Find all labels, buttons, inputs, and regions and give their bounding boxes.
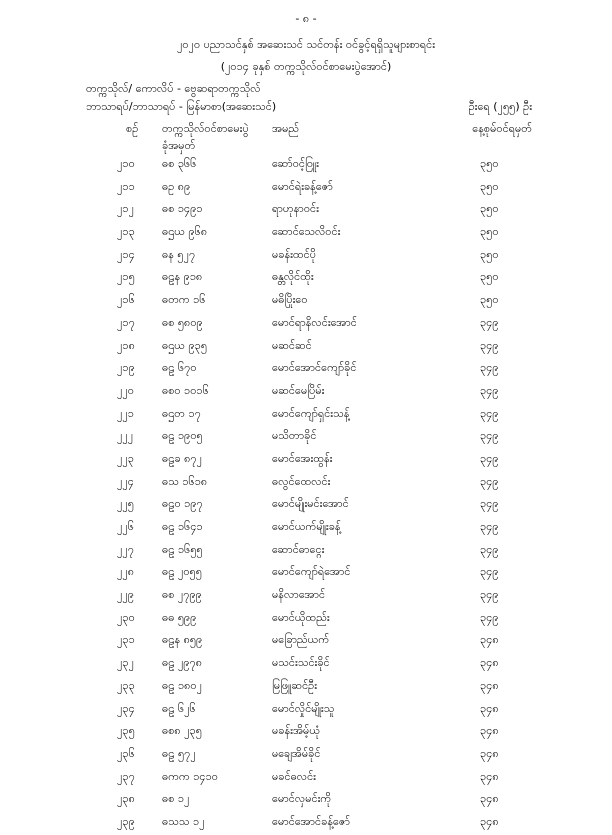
row-serial: ၂၁၆ xyxy=(117,293,135,307)
table-row xyxy=(0,585,612,608)
table-row xyxy=(0,381,612,404)
row-marks: ၃၄၉ xyxy=(480,610,499,624)
row-roll-number: ဓဠ ၆၇၀ xyxy=(162,361,197,375)
row-roll-number: ဓဠ ၁၉၀၅ xyxy=(162,429,203,443)
document-subtitle: (၂၀၁၄ ခုနှစ် တက္ကသိုလ်ဝင်စာမေးပွဲအောင်) xyxy=(220,60,392,73)
row-name: မဆင်မေပြိမ်း xyxy=(272,383,325,397)
row-marks: ၃၄၉ xyxy=(480,451,499,465)
row-name: မောင်ရဲးခန့်ဇော် xyxy=(272,179,333,193)
row-roll-number: ဓဌတ ၁၇ xyxy=(162,406,201,420)
row-marks: ၃၄၈ xyxy=(480,746,499,760)
table-row xyxy=(0,267,612,290)
row-name: မြဖြူဆင်ဦး xyxy=(272,678,318,692)
row-serial: ၂၃၄ xyxy=(117,701,135,715)
row-serial: ၂၂၄ xyxy=(117,474,134,488)
row-name: မခန်းအိမ့်ယုံ xyxy=(272,724,321,738)
row-roll-number: ဓဠ ၁၈၀၂ xyxy=(162,678,203,692)
table-row xyxy=(0,426,612,449)
row-serial: ၂၂၅ xyxy=(117,497,134,511)
row-name: မခြောည်ယက် xyxy=(272,633,330,647)
row-name: ဓလွင်ထေလင်း xyxy=(272,474,331,488)
row-marks: ၃၄၉ xyxy=(480,497,499,511)
row-name: မောင်ယက်မျိုးခန့် xyxy=(272,520,341,533)
header-marks: နေ့စုမ်ဝင်ရမှတ် xyxy=(472,122,532,135)
table-row xyxy=(0,721,612,744)
count-label: ဦးရေ (၂၅၅) ဦး xyxy=(468,100,532,113)
row-serial: ၂၁၀ xyxy=(117,157,135,170)
row-serial: ၂၃၆ xyxy=(117,746,135,760)
row-roll-number: ဓန ၅၂၇ xyxy=(162,247,196,261)
row-marks: ၃၄၉ xyxy=(480,361,499,375)
row-serial: ၂၃၃ xyxy=(117,678,135,692)
row-name: ဆော်ဝင့်ဝြူး xyxy=(272,157,319,170)
row-roll-number: ဓဠ ၁၆၄၁ xyxy=(162,520,203,533)
results-table xyxy=(0,154,612,835)
row-name: မောင်လှမင်းကို xyxy=(272,792,332,806)
row-marks: ၃၄၉ xyxy=(480,406,499,420)
row-marks: ၃၄၉ xyxy=(480,588,499,602)
row-serial: ၂၃၇ xyxy=(117,769,135,783)
row-marks: ၃၄၉ xyxy=(480,520,499,533)
row-marks: ၃၄၈ xyxy=(480,656,499,670)
table-row xyxy=(0,404,612,427)
row-name: မချေအိမ်ခိုင် xyxy=(272,746,321,760)
row-marks: ၃၅၀ xyxy=(480,179,499,193)
row-marks: ၃၄၉ xyxy=(480,542,499,556)
header-roll-line1: တက္ကသိုလ်ဝင်စာမေးပွဲ xyxy=(162,122,249,135)
row-marks: ၃၅၀ xyxy=(480,247,499,261)
row-serial: ၂၂၈ xyxy=(117,565,135,579)
page-number: - ၈ - xyxy=(295,12,317,25)
header-roll-line2: ခုံအမှတ် xyxy=(162,139,196,152)
row-marks: ၃၅၀ xyxy=(480,225,499,239)
row-serial: ၂၁၂ xyxy=(117,202,134,216)
table-row xyxy=(0,767,612,790)
row-roll-number: ဓဠ ၂၀၅၅ xyxy=(162,565,202,579)
table-row xyxy=(0,313,612,336)
row-roll-number: ဓစ ၁၄၉၁ xyxy=(162,202,203,216)
row-roll-number: ဓဠ ၆၂၆ xyxy=(162,701,196,715)
table-row xyxy=(0,608,612,631)
row-roll-number: ဓစ၀ ၁၀၁၆ xyxy=(162,383,209,397)
subject-line: ဘာသာရပ်/ဘာသာရပ် - မြန်မာစာ(အဆေးသင်) xyxy=(86,100,277,113)
table-row xyxy=(0,744,612,767)
row-roll-number: ဓဠန ၈၅၉ xyxy=(162,633,203,647)
row-name: မောင်ကျော်ရဲအောင် xyxy=(272,565,351,579)
table-row xyxy=(0,630,612,653)
row-serial: ၂၁၉ xyxy=(117,361,135,375)
row-marks: ၃၄၈ xyxy=(480,633,499,647)
row-marks: ၃၄၈ xyxy=(480,724,499,738)
row-serial: ၂၃၁ xyxy=(117,633,135,647)
row-roll-number: ဓဠခ ၈၇၂ xyxy=(162,451,203,465)
row-name: မခန်းထင်ပို xyxy=(272,247,316,261)
table-row xyxy=(0,358,612,381)
row-roll-number: ဓသသ ၁၂ xyxy=(162,814,205,828)
row-roll-number: ဓစ ၂၇၉၉ xyxy=(162,588,202,602)
row-name: မခင်ဓလင်း xyxy=(272,769,316,783)
row-name: မောင်မျိုးမင်းအောင် xyxy=(272,497,349,511)
row-marks: ၃၄၉ xyxy=(480,315,499,329)
row-marks: ၃၄၉ xyxy=(480,565,499,579)
row-serial: ၂၁၇ xyxy=(117,315,135,329)
row-roll-number: ဓဠ ၁၆၅၅ xyxy=(162,542,203,556)
table-row xyxy=(0,699,612,722)
table-row xyxy=(0,154,612,177)
row-roll-number: ဓကက ၁၄၁၀ xyxy=(162,769,218,783)
table-row xyxy=(0,199,612,222)
row-marks: ၃၄၉ xyxy=(480,474,499,488)
row-roll-number: ဓစ၈ ၂၃၅ xyxy=(162,724,202,738)
header-serial: စဉ် xyxy=(126,122,139,135)
table-row xyxy=(0,336,612,359)
table-row xyxy=(0,494,612,517)
row-roll-number: ဓဌယ ၉၆၈ xyxy=(162,225,208,239)
row-name: မနိလာအောင် xyxy=(272,588,326,602)
row-name: မသိတာခိုင် xyxy=(272,429,317,443)
table-row xyxy=(0,222,612,245)
row-roll-number: ဓတက ၁၆ xyxy=(162,293,206,307)
row-name: ဓန္တလိုင်ထိုး xyxy=(272,270,314,284)
row-name: မောင်အောင်ကျော်ခိုင် xyxy=(272,361,357,375)
row-serial: ၂၁၈ xyxy=(117,338,135,352)
row-roll-number: ဓစ ၃၆၆ xyxy=(162,157,197,170)
row-serial: ၂၂၆ xyxy=(117,520,134,533)
table-row xyxy=(0,562,612,585)
row-marks: ၃၅၀ xyxy=(480,157,499,170)
row-roll-number: ဓဥ ၈၉ xyxy=(162,179,191,193)
row-serial: ၂၁၄ xyxy=(117,247,135,261)
row-serial: ၂၂၁ xyxy=(117,406,134,420)
row-marks: ၃၄၈ xyxy=(480,769,499,783)
row-serial: ၂၃၂ xyxy=(117,656,134,670)
row-name: ဆောင်ဓာင္ဂေး xyxy=(272,542,325,556)
table-row xyxy=(0,540,612,563)
row-serial: ၂၃၉ xyxy=(117,814,135,828)
row-marks: ၃၅၀ xyxy=(480,293,499,307)
row-serial: ၂၁၅ xyxy=(117,270,135,284)
table-row xyxy=(0,177,612,200)
row-name: ရာဟုနာဝင်း xyxy=(272,202,319,216)
table-row xyxy=(0,449,612,472)
row-marks: ၃၄၈ xyxy=(480,701,499,715)
row-name: မသင်းသင်းခိုင် xyxy=(272,656,330,670)
row-roll-number: ဓဠ ၅၇၂ xyxy=(162,746,196,760)
table-row xyxy=(0,517,612,540)
table-row xyxy=(0,812,612,835)
row-name: မောင်ယိုထည်း xyxy=(272,610,330,624)
header-roll xyxy=(162,120,249,154)
row-marks: ၃၄၈ xyxy=(480,814,499,828)
document-title: ၂၀၂၀ ပညာသင်နှစ် အဆေးသင် သင်တန်း ဝင်ခွင့်ရရှိသူများစာရင်း xyxy=(176,38,436,51)
row-roll-number: ဓဠ၀ ၁၉၇ xyxy=(162,497,203,511)
table-row xyxy=(0,245,612,268)
header-name: အမည် xyxy=(272,122,300,135)
row-serial: ၂၂၂ xyxy=(117,429,134,443)
row-name: မောင်ရာနိလင်းအောင် xyxy=(272,315,357,329)
row-serial: ၂၃၀ xyxy=(117,610,135,624)
row-serial: ၂၃၈ xyxy=(117,792,135,806)
row-roll-number: ဓဠ ၂၉၇၈ xyxy=(162,656,203,670)
row-roll-number: ဓသ ၁၆၁၈ xyxy=(162,474,208,488)
row-serial: ၂၂၉ xyxy=(117,588,134,602)
row-marks: ၃၄၉ xyxy=(480,383,499,397)
row-serial: ၂၂၀ xyxy=(117,383,134,397)
row-roll-number: ဓဌယ ၉၃၅ xyxy=(162,338,208,352)
table-row xyxy=(0,290,612,313)
table-row xyxy=(0,789,612,812)
row-serial: ၂၁၃ xyxy=(117,225,135,239)
row-roll-number: ဓစ ၁၂ xyxy=(162,792,190,806)
row-marks: ၃၅၀ xyxy=(480,202,499,216)
row-roll-number: ဓဓ ၅၉၉ xyxy=(162,610,197,624)
row-name: မောင်ကျော်ရှင်းသန့် xyxy=(272,406,350,420)
row-name: မောင်လှိုင်မျိုးသူ xyxy=(272,701,335,715)
table-row xyxy=(0,653,612,676)
row-marks: ၃၄၈ xyxy=(480,792,499,806)
row-marks: ၃၄၈ xyxy=(480,678,499,692)
table-row xyxy=(0,676,612,699)
row-marks: ၃၄၉ xyxy=(480,429,499,443)
table-row xyxy=(0,472,612,495)
row-serial: ၂၁၁ xyxy=(117,179,135,193)
row-serial: ၂၃၅ xyxy=(117,724,135,738)
row-name: ဆောင်သေလိဝင်း xyxy=(272,225,341,239)
row-marks: ၃၄၉ xyxy=(480,338,499,352)
row-name: မဆင်ဆင် xyxy=(272,338,312,352)
university-line: တက္ကသိုလ်/ ကောလိပ် - ဗွေဆရာတက္ကသိုလ် xyxy=(86,82,261,95)
row-marks: ၃၅၀ xyxy=(480,270,499,284)
row-roll-number: ဓစ ၅၈၀၉ xyxy=(162,315,203,329)
row-serial: ၂၂၇ xyxy=(117,542,134,556)
row-roll-number: ဓဠန ၉၁၈ xyxy=(162,270,203,284)
row-name: မောင်အေးထွန်း xyxy=(272,451,333,465)
row-serial: ၂၂၃ xyxy=(117,451,134,465)
row-name: မဓိပြိုးဝေ xyxy=(272,293,308,307)
row-name: မောင်အောင်ခန့်ဇော် xyxy=(272,814,351,828)
